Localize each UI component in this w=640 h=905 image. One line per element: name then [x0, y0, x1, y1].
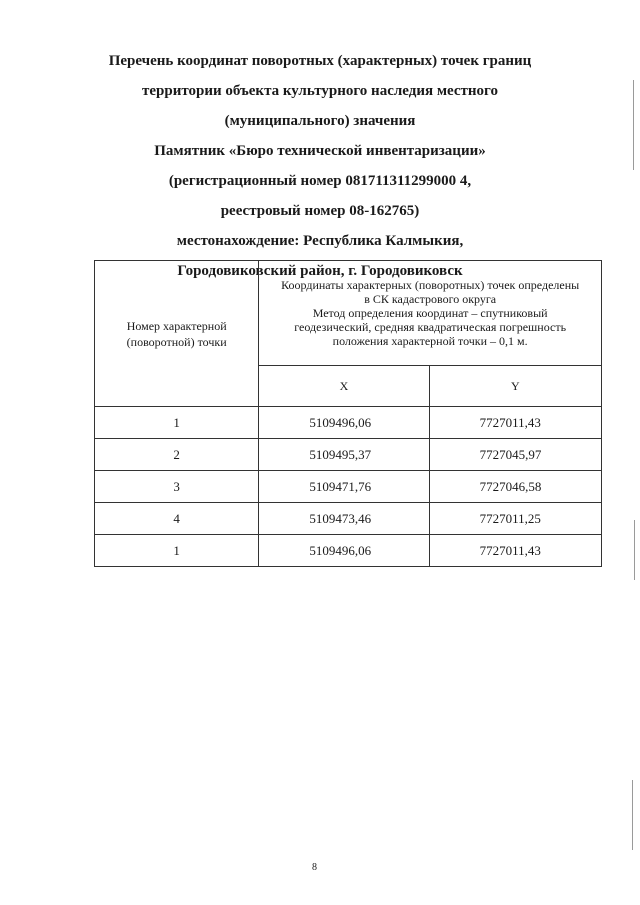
coordinates-table [94, 260, 602, 567]
point-number-cell: 2 [95, 439, 259, 471]
coordinates-header-line: Координаты характерных (поворотных) точек определены [281, 278, 580, 292]
point-number-cell: 4 [95, 503, 259, 535]
heading-line-4: Памятник «Бюро технической инвентаризации» [154, 143, 486, 159]
point-number-cell: 3 [95, 471, 259, 503]
x-coordinate-cell: 5109496,06 [259, 535, 429, 567]
table-header-row [95, 261, 602, 366]
point-number-header-line: Номер характерной [126, 318, 227, 333]
table-row [95, 407, 602, 439]
heading-line-1: Перечень координат поворотных (характерных) точек границ [108, 53, 532, 69]
heading-line-2: территории объекта культурного наследия местного [142, 83, 498, 99]
heading-line-7: местонахождение: Республика Калмыкия, [176, 233, 464, 249]
table-row [95, 535, 602, 567]
scan-edge-mark [634, 520, 635, 580]
coordinates-header-line: Метод определения координат – спутниковый [312, 306, 548, 320]
point-number-cell: 1 [95, 407, 259, 439]
coordinates-header [259, 261, 602, 366]
document-heading [0, 46, 640, 286]
coordinates-header-line: положения характерной точки – 0,1 м. [332, 334, 528, 348]
x-coordinate-cell: 5109473,46 [259, 503, 429, 535]
point-number-header [95, 261, 259, 407]
heading-line-8: Городовиковский район, г. Городовиковск [177, 263, 463, 279]
table-row [95, 503, 602, 535]
y-column-header: Y [429, 366, 601, 407]
y-coordinate-cell: 7727011,25 [429, 503, 601, 535]
coordinates-header-line: геодезический, средняя квадратическая погрешность [294, 320, 567, 334]
x-coordinate-cell: 5109496,06 [259, 407, 429, 439]
heading-line-3: (муниципального) значения [224, 113, 416, 129]
scan-edge-mark [633, 80, 634, 170]
heading-line-5: (регистрационный номер 081711311299000 4, [168, 173, 472, 189]
x-coordinate-cell: 5109495,37 [259, 439, 429, 471]
x-coordinate-cell: 5109471,76 [259, 471, 429, 503]
heading-line-6: реестровый номер 08-162765) [220, 203, 420, 219]
point-number-cell: 1 [95, 535, 259, 567]
y-coordinate-cell: 7727045,97 [429, 439, 601, 471]
y-coordinate-cell: 7727011,43 [429, 407, 601, 439]
table-row [95, 439, 602, 471]
y-coordinate-cell: 7727046,58 [429, 471, 601, 503]
table-row [95, 471, 602, 503]
y-coordinate-cell: 7727011,43 [429, 535, 601, 567]
point-number-header-line: (поворотной) точки [126, 334, 227, 349]
page-number: 8 [312, 862, 317, 873]
x-column-header: X [259, 366, 429, 407]
scan-edge-mark [632, 780, 633, 850]
coordinates-header-line: в СК кадастрового округа [364, 292, 497, 306]
